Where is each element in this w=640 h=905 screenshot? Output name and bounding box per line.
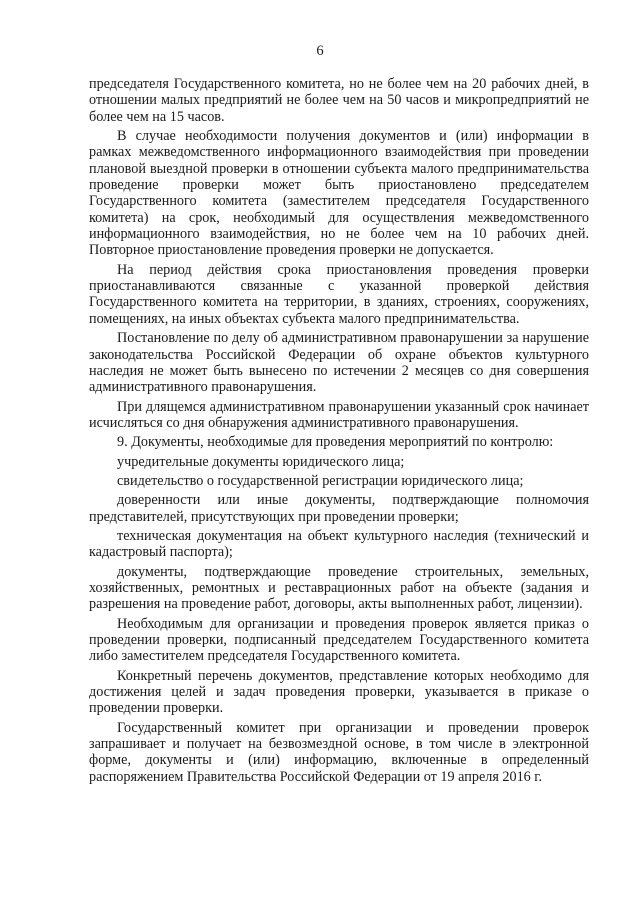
- list-item-registration-certificate: свидетельство о государственной регистрации юридического лица;: [117, 472, 524, 489]
- paragraph-information-requests: Государственный комитет при организации и проведении проверок запрашивает и получает на безвозмездной основе, в том числе в электронной форме, документы и (или) информацию, включенные в определенный распоряжением Правительства Российской Федерации от 19 апреля 2016 г.: [89, 719, 589, 785]
- paragraph-continuation: председателя Государственного комитета, но не более чем на 20 рабочих дней, в отношении малых предприятий не более чем на 50 часов и микропредприятий не более чем на 15 часов.: [89, 76, 589, 125]
- paragraph-continuing-offense: При длящемся административном правонарушении указанный срок начинает исчисляться со дня обнаружения административного правонарушения.: [89, 398, 589, 431]
- paragraph-suspension-period: На период действия срока приостановления проведения проверки приостанавливаются связанные с указанной проверкой действия Государственного комитета на территории, в зданиях, строениях, сооружениях, помещениях, на иных объектах субъекта малого предпринимательства.: [89, 261, 589, 327]
- paragraph-document-list: Конкретный перечень документов, представление которых необходимо для достижения целей и задач проведения проверки, указывается в приказе о проведении проверки.: [89, 667, 589, 717]
- page-number: 6: [316, 43, 324, 59]
- list-item-power-of-attorney: доверенности или иные документы, подтверждающие полномочия представителей, присутствующих при проведении проверки;: [89, 492, 589, 525]
- list-item-founding-documents: учредительные документы юридического лица;: [117, 453, 405, 470]
- paragraph-resolution-deadline: Постановление по делу об административном правонарушении за нарушение законодательства Российской Федерации об охране объектов культурного наследия не может быть вынесено по истечении 2 месяцев со дня совершения административного правонарушения.: [89, 330, 589, 396]
- paragraph-inspection-order: Необходимым для организации и проведения проверок является приказ о проведении проверки, подписанный председателем Государственного комитета либо заместителем председателя Государственного комитета.: [89, 615, 589, 665]
- paragraph-suspension-interagency: В случае необходимости получения документов и (или) информации в рамках межведомственного информационного взаимодействия при проведении плановой выездной проверки в отношении субъекта малого предпринимательства проведение проверки может быть приостановлено председателем Государственного комитета (заместителем председателя Государственного комитета) на срок, необходимый для осуществления межведомственного информационного взаимодействия, но не более чем на 10 рабочих дней. Повторное приостановление проведения проверки не допускается.: [89, 128, 589, 259]
- paragraph-item-9-heading: 9. Документы, необходимые для проведения мероприятий по контролю:: [117, 434, 554, 451]
- list-item-works-documents: документы, подтверждающие проведение строительных, земельных, хозяйственных, ремонтных и реставрационных работ на объекте (задания и разрешения на проведение работ, договоры, акты выполненных работ, лицензии).: [89, 563, 589, 613]
- document-body: [89, 76, 589, 788]
- list-item-technical-documentation: техническая документация на объект культурного наследия (технический и кадастровый паспорта);: [89, 527, 589, 561]
